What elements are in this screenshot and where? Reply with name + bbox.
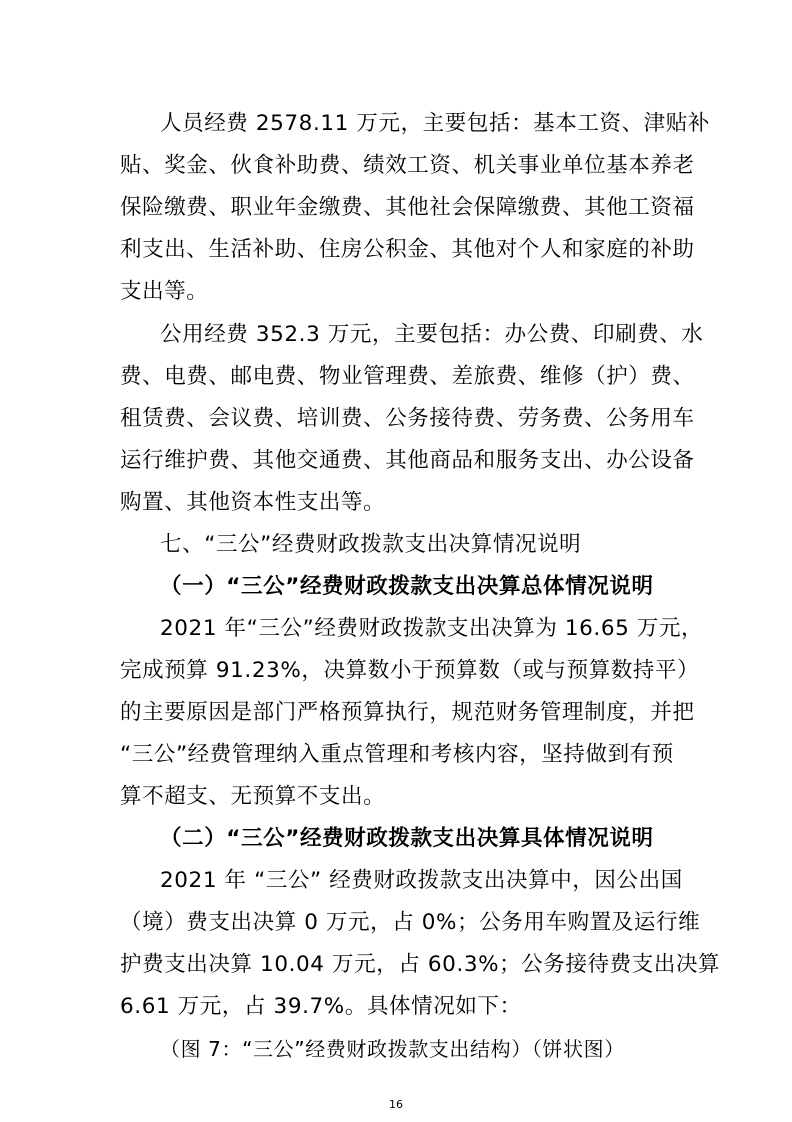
public-line-5: 购置、其他资本性支出等。 <box>120 490 386 515</box>
overall-line-3: 的主要原因是部门严格预算执行，规范财务管理制度，并把 <box>120 700 695 725</box>
overall-line-4: “三公”经费管理纳入重点管理和考核内容，坚持做到有预 <box>120 742 674 767</box>
detail-line-4: 6.61 万元，占 39.7%。具体情况如下： <box>120 994 522 1019</box>
page-number: 16 <box>389 1098 403 1111</box>
personnel-line-3: 保险缴费、职业年金缴费、其他社会保障缴费、其他工资福 <box>120 195 695 220</box>
personnel-line-4: 利支出、生活补助、住房公积金、其他对个人和家庭的补助 <box>120 237 695 262</box>
section-seven-heading: 七、“三公”经费财政拨款支出决算情况说明 <box>160 532 582 557</box>
detail-line-3: 护费支出决算 10.04 万元，占 60.3%；公务接待费支出决算 <box>120 952 721 977</box>
subsection-two-heading: （二）“三公”经费财政拨款支出决算具体情况说明 <box>160 826 654 851</box>
subsection-one-heading: （一）“三公”经费财政拨款支出决算总体情况说明 <box>160 574 654 599</box>
overall-line-2: 完成预算 91.23%，决算数小于预算数（或与预算数持平） <box>120 658 700 683</box>
personnel-line-2: 贴、奖金、伙食补助费、绩效工资、机关事业单位基本养老 <box>120 153 695 178</box>
personnel-line-5: 支出等。 <box>120 279 209 304</box>
public-line-1: 公用经费 352.3 万元，主要包括：办公费、印刷费、水 <box>160 322 704 347</box>
personnel-line-1: 人员经费 2578.11 万元，主要包括：基本工资、津贴补 <box>160 111 710 136</box>
detail-line-1: 2021 年 “三公” 经费财政拨款支出决算中，因公出国 <box>160 868 683 893</box>
public-line-4: 运行维护费、其他交通费、其他商品和服务支出、办公设备 <box>120 448 695 473</box>
public-line-3: 租赁费、会议费、培训费、公务接待费、劳务费、公务用车 <box>120 406 695 431</box>
figure-caption: （图 7：“三公”经费财政拨款支出结构）（饼状图） <box>160 1037 625 1061</box>
detail-line-2: （境）费支出决算 0 万元，占 0%；公务用车购置及运行维 <box>120 910 701 935</box>
public-line-2: 费、电费、邮电费、物业管理费、差旅费、维修（护）费、 <box>120 364 695 389</box>
overall-line-5: 算不超支、无预算不支出。 <box>120 784 386 809</box>
overall-line-1: 2021 年“三公”经费财政拨款支出决算为 16.65 万元， <box>160 616 704 641</box>
